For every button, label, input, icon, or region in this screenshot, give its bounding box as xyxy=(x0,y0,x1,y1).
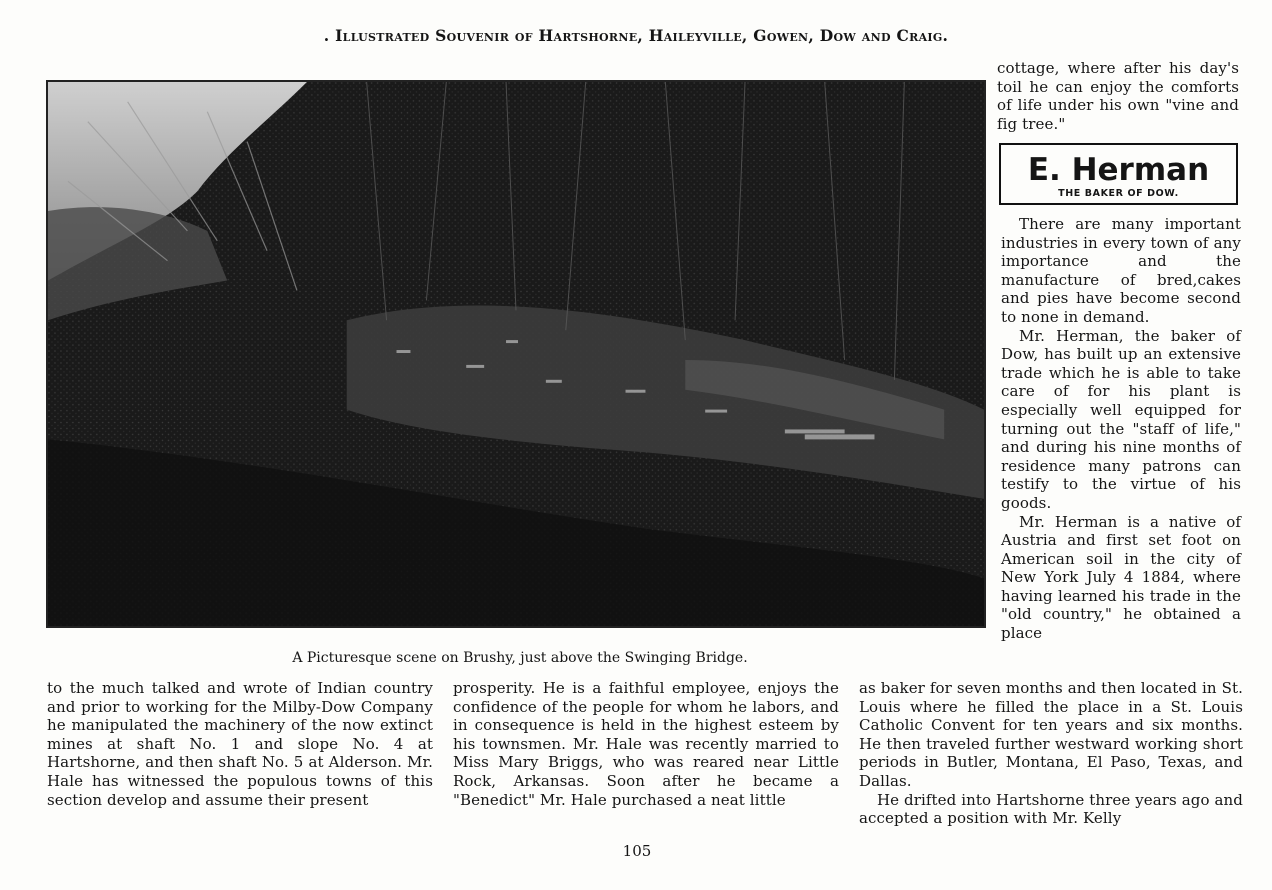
article-subtitle: THE BAKER OF DOW. xyxy=(1058,188,1179,199)
paragraph: to the much talked and wrote of Indian country and prior to working for the Milby-Dow Company he manipulated the machinery of the now extinct mines at shaft No. 1 and slope No. 4 at Hartshorne, and then shaft No. 5 at Alderson. Mr. Hale has witnessed the populous towns of this section develop and assume their present xyxy=(47,679,433,809)
left-column xyxy=(47,679,433,809)
paragraph: There are many important industries in every town of any importance and the manufacture of bred,cakes and pies have become second to none in demand. xyxy=(1001,215,1241,326)
photograph-brushy-scene xyxy=(46,80,986,628)
right-column-continuation xyxy=(997,59,1239,133)
paragraph: prosperity. He is a faithful employee, enjoys the confidence of the people for whom he labors, and in consequence is held in the highest esteem by his townsmen. Mr. Hale was recently married to Miss Mary Briggs, who was reared near Little Rock, Arkansas. Soon after he became a "Benedict" Mr. Hale purchased a neat little xyxy=(453,679,839,809)
paragraph: cottage, where after his day's toil he can enjoy the comforts of life under his own "vine and fig tree." xyxy=(997,59,1239,133)
article-heading-box xyxy=(999,143,1238,205)
right-bottom-column xyxy=(859,679,1243,828)
herman-article-column xyxy=(1001,215,1241,643)
middle-column xyxy=(453,679,839,809)
running-header: . Illustrated Souvenir of Hartshorne, Haileyville, Gowen, Dow and Craig. xyxy=(323,26,949,45)
photo-caption: A Picturesque scene on Brushy, just above the Swinging Bridge. xyxy=(292,650,748,666)
paragraph: He drifted into Hartshorne three years ago and accepted a position with Mr. Kelly xyxy=(859,790,1243,828)
article-title: E. Herman xyxy=(1027,152,1210,188)
paragraph: as baker for seven months and then located in St. Louis where he filled the place in a St. Louis Catholic Convent for ten years and six months. He then traveled further westward working short periods in Butler, Montana, El Paso, Texas, and Dallas. xyxy=(859,679,1243,790)
page-number: 105 xyxy=(622,842,652,860)
paragraph: Mr. Herman, the baker of Dow, has built up an extensive trade which he is able to take care of for his plant is especially well equipped for turning out the "staff of life," and during his nine months of residence many patrons can testify to the virtue of his goods. xyxy=(1001,326,1241,512)
paragraph: Mr. Herman is a native of Austria and first set foot on American soil in the city of New York July 4 1884, where having learned his trade in the "old country," he obtained a place xyxy=(1001,512,1241,643)
